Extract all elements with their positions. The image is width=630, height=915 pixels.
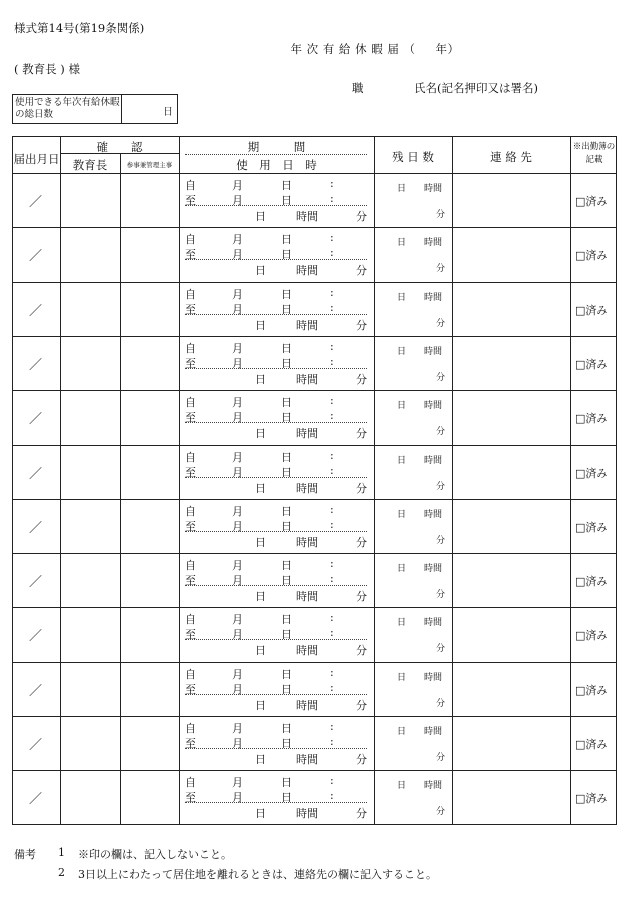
- row-dotted-line: [185, 422, 367, 423]
- use-hour: 時間: [296, 535, 318, 549]
- table-row: [13, 770, 616, 824]
- row-line: [13, 770, 616, 771]
- to-day: 日: [281, 682, 292, 696]
- rem-min: 分: [436, 644, 446, 655]
- use-hour: 時間: [296, 753, 318, 766]
- use-min: 分: [356, 753, 367, 766]
- from-day: 日: [281, 450, 292, 464]
- attendance-done-check: □済み: [575, 303, 608, 317]
- attendance-done-check: □済み: [575, 412, 608, 426]
- to-colon: :: [330, 463, 334, 477]
- row-line: [13, 282, 616, 283]
- row-line: [13, 662, 616, 663]
- to-colon: :: [330, 409, 334, 423]
- table-row: [13, 336, 616, 390]
- row-dotted-line: [185, 531, 367, 532]
- rem-min: 分: [436, 807, 446, 818]
- row-dotted-line: [185, 368, 367, 369]
- to-colon: :: [330, 572, 334, 586]
- to-colon: :: [330, 192, 334, 205]
- from-colon: :: [330, 231, 334, 245]
- from-label: 自: [185, 341, 196, 355]
- rem-hour: 時間: [424, 455, 443, 466]
- use-hour: 時間: [296, 427, 318, 441]
- from-colon: :: [330, 611, 334, 625]
- rem-hour: 時間: [424, 346, 443, 357]
- table-row: [13, 390, 616, 444]
- date-slash: ／: [29, 303, 43, 319]
- to-day: 日: [281, 519, 292, 533]
- row-dotted-line: [185, 585, 367, 586]
- rem-min: 分: [436, 590, 446, 601]
- attendance-done-check: □済み: [575, 683, 608, 697]
- from-label: 自: [185, 287, 196, 301]
- use-min: 分: [356, 372, 367, 386]
- date-slash: ／: [29, 683, 43, 699]
- to-colon: :: [330, 735, 334, 748]
- attendance-done-check: □済み: [575, 792, 608, 806]
- to-day: 日: [281, 791, 292, 805]
- table-row: [13, 499, 616, 553]
- to-day: 日: [281, 628, 292, 642]
- use-hour: 時間: [296, 590, 318, 604]
- rem-day: 日: [397, 727, 407, 737]
- name-label: 氏名(記名押印又は署名): [414, 81, 538, 95]
- row-line: [13, 227, 616, 228]
- to-day: 日: [281, 302, 292, 316]
- use-min: 分: [356, 427, 367, 441]
- from-month: 月: [232, 233, 243, 247]
- title-year: 年）: [435, 42, 460, 56]
- to-colon: :: [330, 789, 334, 803]
- to-label: 至: [185, 519, 196, 533]
- to-label: 至: [185, 411, 196, 425]
- divider: [121, 95, 122, 123]
- rem-min: 分: [436, 535, 446, 546]
- rem-min: 分: [436, 427, 446, 438]
- from-label: 自: [185, 613, 196, 627]
- from-label: 自: [185, 179, 196, 192]
- row-line: [13, 607, 616, 608]
- total-leave-days-box: [12, 94, 178, 124]
- rem-hour: 時間: [424, 401, 443, 412]
- to-colon: :: [330, 626, 334, 640]
- rem-day: 日: [397, 509, 407, 520]
- from-colon: :: [330, 177, 334, 190]
- attendance-done-check: □済み: [575, 466, 608, 480]
- use-day: 日: [255, 372, 266, 386]
- row-dotted-line: [185, 694, 367, 695]
- from-colon: :: [330, 285, 334, 299]
- use-min: 分: [356, 264, 367, 278]
- from-day: 日: [281, 233, 292, 247]
- from-month: 月: [232, 396, 243, 410]
- to-colon: :: [330, 300, 334, 314]
- use-min: 分: [356, 210, 367, 223]
- to-colon: :: [330, 246, 334, 260]
- to-colon: :: [330, 680, 334, 694]
- from-label: 自: [185, 776, 196, 790]
- to-month: 月: [232, 356, 243, 370]
- use-day: 日: [255, 644, 266, 658]
- from-label: 自: [185, 504, 196, 518]
- to-label: 至: [185, 465, 196, 479]
- to-day: 日: [281, 194, 292, 207]
- table-row: [13, 227, 616, 281]
- rem-day: 日: [397, 455, 407, 466]
- from-month: 月: [232, 776, 243, 790]
- note-2-text: 3日以上にわたって居住地を離れるときは、連絡先の欄に記入すること。: [78, 868, 437, 881]
- row-dotted-line: [185, 802, 367, 803]
- to-month: 月: [232, 465, 243, 479]
- use-day: 日: [255, 318, 266, 332]
- header-filing-date: 届出月日: [13, 152, 60, 166]
- to-label: 至: [185, 628, 196, 642]
- rem-min: 分: [436, 372, 446, 383]
- from-label: 自: [185, 559, 196, 573]
- use-min: 分: [356, 535, 367, 549]
- from-month: 月: [232, 341, 243, 355]
- use-hour: 時間: [296, 210, 318, 223]
- use-day: 日: [255, 698, 266, 712]
- use-min: 分: [356, 807, 367, 821]
- rem-hour: 時間: [424, 781, 443, 792]
- rem-hour: 時間: [424, 292, 443, 303]
- to-label: 至: [185, 791, 196, 805]
- total-leave-days-label: 使用できる年次有給休暇の総日数: [15, 97, 120, 120]
- use-hour: 時間: [296, 481, 318, 495]
- from-day: 日: [281, 504, 292, 518]
- row-dotted-line: [185, 748, 367, 749]
- to-label: 至: [185, 737, 196, 750]
- date-slash: ／: [29, 412, 43, 428]
- use-day: 日: [255, 807, 266, 821]
- header-superintendent: 教育長: [72, 158, 108, 172]
- from-day: 日: [281, 722, 292, 735]
- attendance-done-check: □済み: [575, 629, 608, 643]
- rem-hour: 時間: [424, 672, 443, 683]
- to-colon: :: [330, 517, 334, 531]
- to-label: 至: [185, 194, 196, 207]
- rem-day: 日: [397, 238, 407, 249]
- to-label: 至: [185, 248, 196, 262]
- from-day: 日: [281, 667, 292, 681]
- row-line: [13, 445, 616, 446]
- rem-day: 日: [397, 401, 407, 412]
- use-day: 日: [255, 753, 266, 766]
- rem-min: 分: [436, 210, 446, 220]
- attendance-done-check: □済み: [575, 195, 608, 208]
- rem-day: 日: [397, 292, 407, 303]
- from-month: 月: [232, 450, 243, 464]
- rem-day: 日: [397, 618, 407, 629]
- note-1-number: 1: [58, 846, 65, 859]
- table-row: [13, 282, 616, 336]
- table-row: [13, 662, 616, 716]
- row-dotted-line: [185, 205, 367, 206]
- use-min: 分: [356, 590, 367, 604]
- total-leave-days-unit: 日: [163, 107, 173, 118]
- rem-day: 日: [397, 672, 407, 683]
- date-slash: ／: [29, 195, 43, 210]
- from-colon: :: [330, 394, 334, 408]
- from-month: 月: [232, 179, 243, 192]
- rem-hour: 時間: [424, 184, 443, 194]
- to-month: 月: [232, 682, 243, 696]
- from-label: 自: [185, 722, 196, 735]
- from-colon: :: [330, 774, 334, 788]
- addressee: ( 教育長 ) 様: [14, 62, 80, 76]
- use-min: 分: [356, 644, 367, 658]
- to-label: 至: [185, 574, 196, 588]
- to-day: 日: [281, 411, 292, 425]
- rem-day: 日: [397, 781, 407, 792]
- rem-min: 分: [436, 318, 446, 329]
- date-slash: ／: [29, 792, 43, 808]
- rem-min: 分: [436, 264, 446, 275]
- date-slash: ／: [29, 249, 43, 265]
- from-colon: :: [330, 502, 334, 516]
- to-month: 月: [232, 302, 243, 316]
- to-month: 月: [232, 194, 243, 207]
- rem-min: 分: [436, 481, 446, 492]
- from-month: 月: [232, 559, 243, 573]
- header-dotted-line: [185, 154, 367, 155]
- rem-min: 分: [436, 753, 446, 763]
- use-day: 日: [255, 264, 266, 278]
- from-colon: :: [330, 448, 334, 462]
- row-line: [13, 499, 616, 500]
- header-confirmation: 確 認: [96, 140, 143, 154]
- from-colon: :: [330, 557, 334, 571]
- to-month: 月: [232, 737, 243, 750]
- date-slash: ／: [29, 575, 43, 591]
- to-month: 月: [232, 519, 243, 533]
- row-line: [13, 336, 616, 337]
- to-label: 至: [185, 682, 196, 696]
- from-month: 月: [232, 667, 243, 681]
- from-day: 日: [281, 287, 292, 301]
- attendance-done-check: □済み: [575, 249, 608, 263]
- from-label: 自: [185, 396, 196, 410]
- to-day: 日: [281, 248, 292, 262]
- to-month: 月: [232, 628, 243, 642]
- from-day: 日: [281, 179, 292, 192]
- date-slash: ／: [29, 738, 43, 753]
- from-month: 月: [232, 504, 243, 518]
- use-hour: 時間: [296, 698, 318, 712]
- use-min: 分: [356, 481, 367, 495]
- rem-day: 日: [397, 184, 407, 194]
- table-row: [13, 173, 616, 227]
- use-hour: 時間: [296, 318, 318, 332]
- from-label: 自: [185, 233, 196, 247]
- attendance-done-check: □済み: [575, 738, 608, 751]
- use-day: 日: [255, 590, 266, 604]
- to-day: 日: [281, 356, 292, 370]
- to-day: 日: [281, 465, 292, 479]
- row-line: [13, 390, 616, 391]
- to-month: 月: [232, 574, 243, 588]
- to-month: 月: [232, 248, 243, 262]
- table-row: [13, 553, 616, 607]
- from-month: 月: [232, 722, 243, 735]
- from-label: 自: [185, 450, 196, 464]
- to-colon: :: [330, 354, 334, 368]
- from-day: 日: [281, 613, 292, 627]
- use-hour: 時間: [296, 644, 318, 658]
- to-day: 日: [281, 737, 292, 750]
- use-day: 日: [255, 210, 266, 223]
- date-slash: ／: [29, 466, 43, 482]
- table-row: [13, 607, 616, 661]
- rem-hour: 時間: [424, 618, 443, 629]
- to-day: 日: [281, 574, 292, 588]
- rem-hour: 時間: [424, 564, 443, 575]
- rem-min: 分: [436, 698, 446, 709]
- header-attendance-note: ※出勤簿の記載: [572, 142, 616, 165]
- from-colon: :: [330, 720, 334, 733]
- page-title: [0, 41, 630, 57]
- row-line: [13, 553, 616, 554]
- to-label: 至: [185, 302, 196, 316]
- row-line: [13, 716, 616, 717]
- table-row: [13, 445, 616, 499]
- title-text: 年 次 有 給 休 暇 届 （: [290, 42, 416, 56]
- from-day: 日: [281, 776, 292, 790]
- rem-hour: 時間: [424, 238, 443, 249]
- date-slash: ／: [29, 629, 43, 645]
- row-dotted-line: [185, 639, 367, 640]
- from-month: 月: [232, 613, 243, 627]
- from-day: 日: [281, 341, 292, 355]
- table-row: [13, 716, 616, 770]
- row-dotted-line: [185, 477, 367, 478]
- rem-day: 日: [397, 564, 407, 575]
- use-hour: 時間: [296, 264, 318, 278]
- use-day: 日: [255, 535, 266, 549]
- header-staff: 参事兼管理主事: [126, 161, 173, 169]
- to-month: 月: [232, 791, 243, 805]
- from-month: 月: [232, 287, 243, 301]
- position-label: 職: [352, 81, 364, 95]
- from-day: 日: [281, 559, 292, 573]
- note-1-text: ※印の欄は、記入しないこと。: [78, 848, 232, 861]
- date-slash: ／: [29, 357, 43, 373]
- attendance-done-check: □済み: [575, 357, 608, 371]
- attendance-done-check: □済み: [575, 520, 608, 534]
- header-usage: 使 用 日 時: [236, 158, 317, 172]
- row-dotted-line: [185, 314, 367, 315]
- form-number: 様式第14号(第19条関係): [14, 21, 145, 35]
- row-dotted-line: [185, 259, 367, 260]
- header-period: 期 間: [247, 140, 306, 154]
- to-label: 至: [185, 356, 196, 370]
- rem-hour: 時間: [424, 509, 443, 520]
- attendance-done-check: □済み: [575, 575, 608, 589]
- use-min: 分: [356, 318, 367, 332]
- from-day: 日: [281, 396, 292, 410]
- date-slash: ／: [29, 520, 43, 536]
- rem-hour: 時間: [424, 727, 443, 737]
- leave-table: [12, 136, 617, 825]
- from-colon: :: [330, 339, 334, 353]
- use-day: 日: [255, 481, 266, 495]
- use-day: 日: [255, 427, 266, 441]
- notes-label: 備考: [14, 848, 36, 861]
- rem-day: 日: [397, 346, 407, 357]
- use-hour: 時間: [296, 807, 318, 821]
- note-2-number: 2: [58, 866, 65, 879]
- use-min: 分: [356, 698, 367, 712]
- header-remaining: 残 日 数: [392, 150, 434, 164]
- from-colon: :: [330, 665, 334, 679]
- from-label: 自: [185, 667, 196, 681]
- to-month: 月: [232, 411, 243, 425]
- header-contact: 連 絡 先: [490, 150, 532, 164]
- use-hour: 時間: [296, 372, 318, 386]
